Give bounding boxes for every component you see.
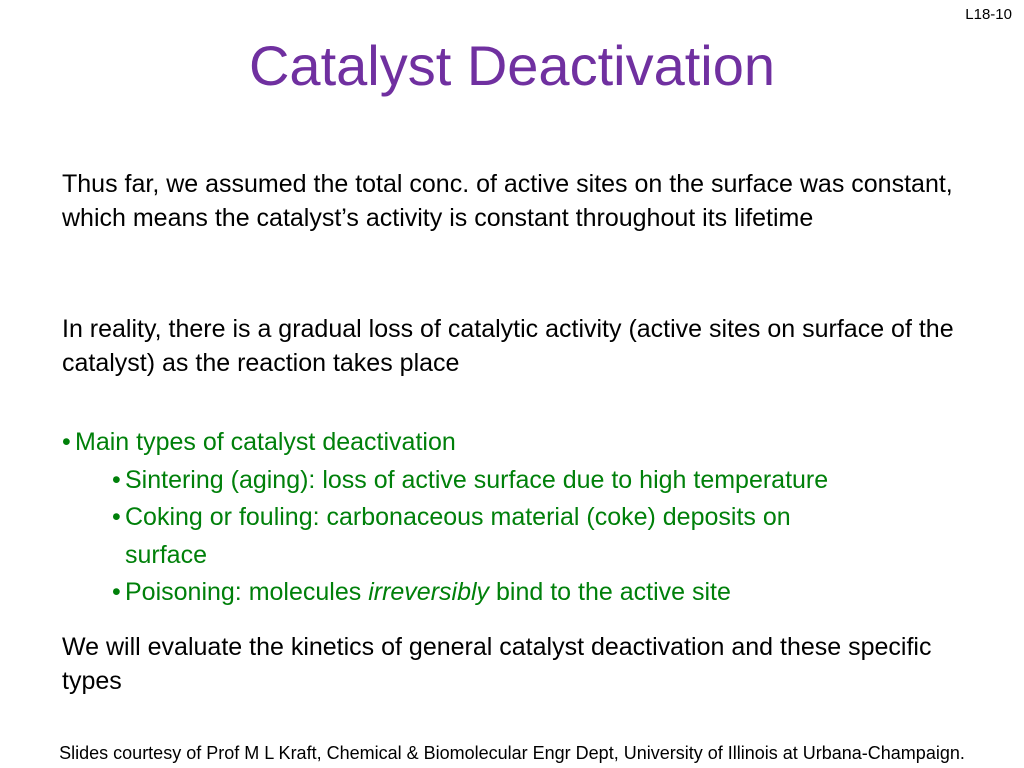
footer-credits: Slides courtesy of Prof M L Kraft, Chemical & Biomolecular Engr Dept, University of Illinois at Urbana-Champaign.	[59, 743, 965, 763]
slide-number: L18-10	[965, 6, 1012, 23]
bullet-poisoning	[62, 574, 962, 612]
bullet-text-emphasis: irreversibly	[368, 578, 490, 606]
bullet-dot-icon: •	[112, 503, 121, 531]
slide-title: Catalyst Deactivation	[248, 34, 775, 97]
bullet-text: Sintering (aging): loss of active surface due to high temperature	[125, 465, 829, 494]
paragraph-evaluation: We will evaluate the kinetics of general catalyst deactivation and these specific types	[62, 633, 932, 695]
bullet-sintering	[62, 462, 962, 500]
paragraph-reality: In reality, there is a gradual loss of catalytic activity (active sites on surface of the catalyst) as the reaction takes place	[62, 315, 954, 377]
bullet-coking-continuation: surface	[125, 540, 207, 569]
bullet-text: Poisoning: molecules	[125, 578, 369, 606]
bullet-text: Main types of catalyst deactivation	[75, 428, 456, 456]
bullet-dot-icon: •	[112, 465, 121, 494]
bullet-main-types	[62, 424, 962, 462]
bullet-dot-icon: •	[62, 428, 71, 456]
bullet-coking	[62, 499, 962, 537]
bullet-text: Coking or fouling: carbonaceous material (coke) deposits on	[125, 503, 791, 531]
paragraph-assumption: Thus far, we assumed the total conc. of active sites on the surface was constant, which means the catalyst’s activity is constant throughout its lifetime	[62, 170, 953, 232]
bullet-text: bind to the active site	[489, 578, 731, 606]
bullet-dot-icon: •	[112, 578, 121, 606]
deactivation-types-list	[62, 424, 962, 612]
